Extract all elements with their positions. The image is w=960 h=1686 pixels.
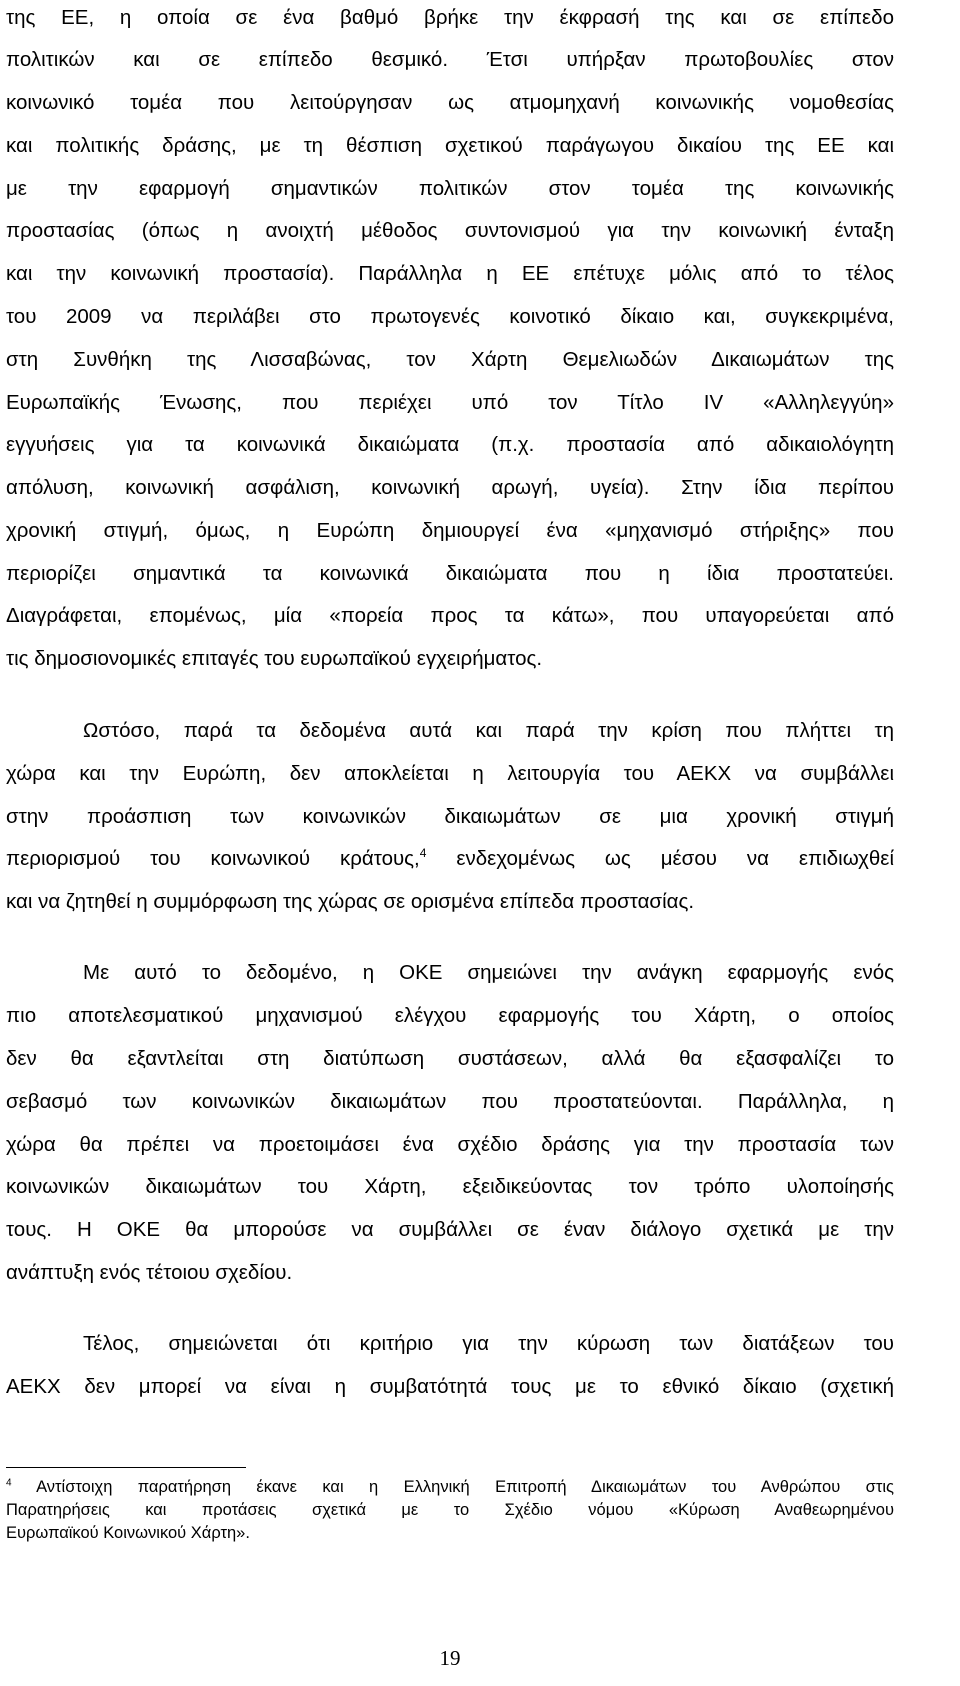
text-line: Ωστόσο, παρά τα δεδομένα αυτά και παρά την κρίση που πλήττει τη (83, 719, 894, 742)
text-line: Διαγράφεται, επομένως, μία «πορεία προς τα κάτω», που υπαγορεύεται από (6, 604, 894, 627)
text-line: περιορίζει σημαντικά τα κοινωνικά δικαιώματα που η ίδια προστατεύει. (6, 562, 894, 585)
footnote-line: Ευρωπαϊκού Κοινωνικού Χάρτη». (6, 1524, 250, 1542)
text-line: δεν θα εξαντλείται στη διατύπωση συστάσεων, αλλά θα εξασφαλίζει το (6, 1047, 894, 1070)
text-line: Ευρωπαϊκής Ένωσης, που περιέχει υπό τον Τίτλο IV «Αλληλεγγύη» (6, 391, 894, 414)
text-line: πιο αποτελεσματικού μηχανισμού ελέγχου εφαρμογής του Χάρτη, ο οποίος (6, 1004, 894, 1027)
text-line: χώρα θα πρέπει να προετοιμάσει ένα σχέδιο δράσης για την προστασία των (6, 1133, 894, 1156)
text-line: με την εφαρμογή σημαντικών πολιτικών στον τομέα της κοινωνικής (6, 177, 894, 200)
text-line: σεβασμό των κοινωνικών δικαιωμάτων που προστατεύονται. Παράλληλα, η (6, 1090, 894, 1113)
text-line: κοινωνικών δικαιωμάτων του Χάρτη, εξειδικεύοντας τον τρόπο υλοποίησής (6, 1175, 894, 1198)
text-line: και την κοινωνική προστασία). Παράλληλα η ΕΕ επέτυχε μόλις από το τέλος (6, 262, 894, 285)
text-line: εγγυήσεις για τα κοινωνικά δικαιώματα (π.χ. προστασία από αδικαιολόγητη (6, 433, 894, 456)
text-line: και να ζητηθεί η συμμόρφωση της χώρας σε ορισμένα επίπεδα προστασίας. (6, 890, 695, 913)
text-line: ΑΕΚΧ δεν μπορεί να είναι η συμβατότητά τους με το εθνικό δίκαιο (σχετική (6, 1375, 894, 1398)
text-line: προστασίας (όπως η ανοιχτή μέθοδος συντονισμού για την κοινωνική ένταξη (6, 219, 894, 242)
page-number: 19 (439, 1646, 461, 1670)
text-line: Με αυτό το δεδομένο, η ΟΚΕ σημειώνει την ανάγκη εφαρμογής ενός (83, 961, 894, 984)
text-line: και πολιτικής δράσης, με τη θέσπιση σχετικού παράγωγου δικαίου της ΕΕ και (6, 134, 894, 157)
text-line (6, 845, 894, 873)
text-line: στη Συνθήκη της Λισσαβώνας, τον Χάρτη Θεμελιωδών Δικαιωμάτων της (6, 348, 894, 371)
text-line: τις δημοσιονομικές επιταγές του ευρωπαϊκού εγχειρήματος. (6, 647, 543, 670)
text-line: πολιτικών και σε επίπεδο θεσμικό. Έτσι υπήρξαν πρωτοβουλίες στον (6, 48, 894, 71)
text-line: Τέλος, σημειώνεται ότι κριτήριο για την κύρωση των διατάξεων του (83, 1332, 894, 1355)
text-line: απόλυση, κοινωνική ασφάλιση, κοινωνική αρωγή, υγεία). Στην ίδια περίπου (6, 476, 894, 499)
text-line: της ΕΕ, η οποία σε ένα βαθμό βρήκε την έκφρασή της και σε επίπεδο (6, 6, 894, 29)
text-line: χώρα και την Ευρώπη, δεν αποκλείεται η λειτουργία του ΑΕΚΧ να συμβάλλει (6, 762, 894, 785)
footnote-ref[interactable]: 4 (419, 846, 427, 861)
footnote-line (6, 1476, 894, 1499)
line-part: περιορισμού του κοινωνικού κράτους, (6, 847, 420, 870)
text-line: τους. Η ΟΚΕ θα μπορούσε να συμβάλλει σε έναν διάλογο σχετικά με την (6, 1218, 894, 1241)
footnote-text: Αντίστοιχη παρατήρηση έκανε και η Ελληνική Επιτροπή Δικαιωμάτων του Ανθρώπου στις (36, 1478, 894, 1496)
footnote-number: 4 (6, 1477, 12, 1489)
line-part: ενδεχομένως ως μέσου να επιδιωχθεί (456, 847, 894, 870)
text-line: ανάπτυξη ενός τέτοιου σχεδίου. (6, 1261, 293, 1284)
text-line: χρονική στιγμή, όμως, η Ευρώπη δημιουργεί ένα «μηχανισμό στήριξης» που (6, 519, 894, 542)
text-line: κοινωνικό τομέα που λειτούργησαν ως ατμομηχανή κοινωνικής νομοθεσίας (6, 91, 894, 114)
text-line: του 2009 να περιλάβει στο πρωτογενές κοινοτικό δίκαιο και, συγκεκριμένα, (6, 305, 894, 328)
footnote-separator (6, 1467, 246, 1468)
text-line: στην προάσπιση των κοινωνικών δικαιωμάτων σε μια χρονική στιγμή (6, 805, 894, 828)
footnote-line: Παρατηρήσεις και προτάσεις σχετικά με το Σχέδιο νόμου «Κύρωση Αναθεωρημένου (6, 1501, 894, 1519)
